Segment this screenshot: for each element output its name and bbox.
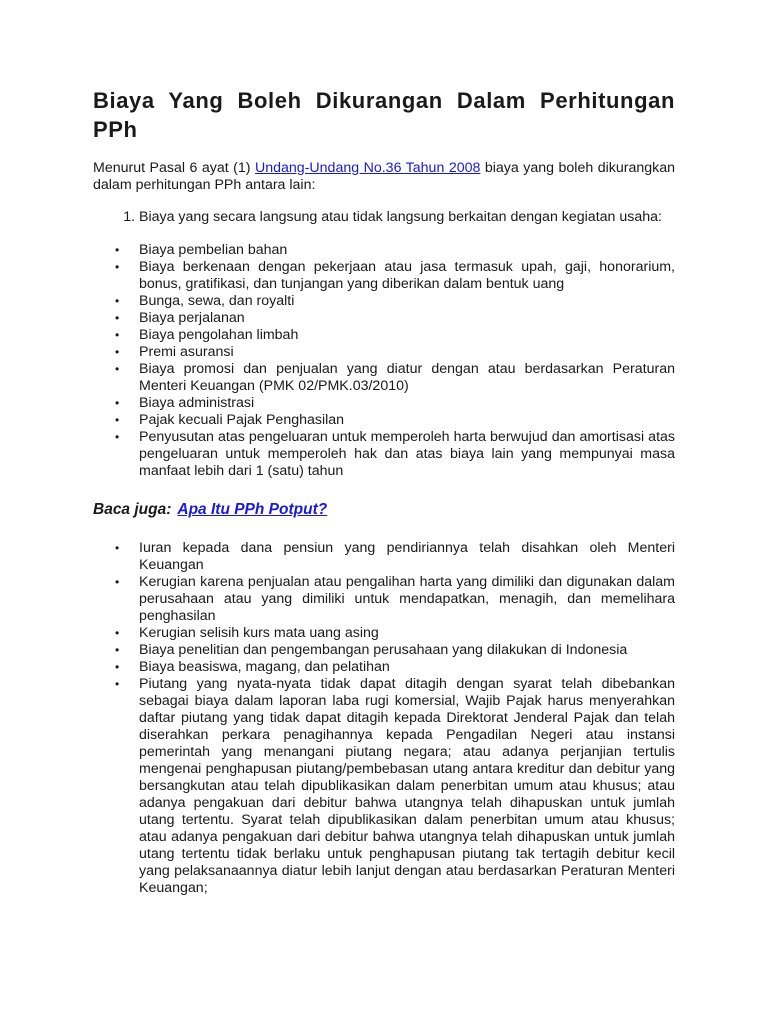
list-item: • Biaya promosi dan penjualan yang diatur dengan atau berdasarkan Peraturan Menteri Keuangan (PMK 02/PMK.03/2010) — [139, 361, 675, 395]
list-item: • Penyusutan atas pengeluaran untuk memperoleh harta berwujud dan amortisasi atas pengeluaran untuk memperoleh hak dan atas biaya lain yang mempunyai masa manfaat lebih dari 1 (satu) tahun — [139, 429, 675, 480]
list-item: • Pajak kecuali Pajak Penghasilan — [139, 412, 675, 429]
list-item: • Bunga, sewa, dan royalti — [139, 293, 675, 310]
bullet-list-second — [93, 540, 675, 897]
baca-juga — [93, 500, 675, 520]
numbered-item: 1. Biaya yang secara langsung atau tidak langsung berkaitan dengan kegiatan usaha: — [139, 209, 675, 226]
intro-text-before: Menurut Pasal 6 ayat (1) — [93, 160, 255, 176]
numbered-list — [93, 209, 675, 226]
baca-juga-label: Baca juga: — [93, 501, 172, 518]
intro-text-after: biaya yang boleh dikurangkan dalam perhitungan PPh antara lain: — [93, 160, 676, 193]
list-item: • Biaya perjalanan — [139, 310, 675, 327]
list-item: • Kerugian selisih kurs mata uang asing — [139, 625, 675, 642]
list-item: • Kerugian karena penjualan atau pengalihan harta yang dimiliki dan digunakan dalam perusahaan atau yang dimiliki untuk mendapatkan, menagih, dan memelihara penghasilan — [139, 574, 675, 625]
list-item: • Biaya pengolahan limbah — [139, 327, 675, 344]
intro-paragraph — [93, 160, 675, 194]
list-item: • Piutang yang nyata-nyata tidak dapat ditagih dengan syarat telah dibebankan sebagai biaya dalam laporan laba rugi komersial, Wajib Pajak harus menyerahkan daftar piutang yang tidak dapat ditagih kepada Direktorat Jenderal Pajak dan telah diserahkan perkara penagihannya kepada Pengadilan Negeri atau instansi pemerintah yang menangani piutang negara; atau adanya perjanjian tertulis mengenai penghapusan piutang/pembebasan utang antara kreditur dan debitur yang bersangkutan atau telah dipublikasikan dalam penerbitan umum atau khusus; atau adanya pengakuan dari debitur bahwa utangnya telah dihapuskan untuk jumlah utang tertentu. Syarat telah dipublikasikan dalam penerbitan umum atau khusus; atau adanya pengakuan dari debitur bahwa utangnya telah dihapuskan untuk jumlah utang tertentu tidak berlaku untuk penghapusan piutang tak tertagih debitur kecil yang pelaksanaannya diatur lebih lanjut dengan atau berdasarkan Peraturan Menteri Keuangan; — [139, 676, 675, 897]
list-item: • Iuran kepada dana pensiun yang pendiriannya telah disahkan oleh Menteri Keuangan — [139, 540, 675, 574]
document-page — [93, 86, 675, 897]
list-item: • Biaya beasiswa, magang, dan pelatihan — [139, 659, 675, 676]
page-title: Biaya Yang Boleh Dikurangan Dalam Perhitungan PPh — [93, 88, 675, 142]
list-item: • Biaya pembelian bahan — [139, 242, 675, 259]
list-item: • Biaya administrasi — [139, 395, 675, 412]
law-link[interactable]: Undang-Undang No.36 Tahun 2008 — [255, 160, 481, 176]
list-item: • Biaya penelitian dan pengembangan perusahaan yang dilakukan di Indonesia — [139, 642, 675, 659]
list-item: • Biaya berkenaan dengan pekerjaan atau jasa termasuk upah, gaji, honorarium, bonus, gratifikasi, dan tunjangan yang diberikan dalam bentuk uang — [139, 259, 675, 293]
list-item: • Premi asuransi — [139, 344, 675, 361]
baca-juga-link[interactable]: Apa Itu PPh Potput? — [177, 501, 328, 518]
bullet-list-first — [93, 242, 675, 480]
